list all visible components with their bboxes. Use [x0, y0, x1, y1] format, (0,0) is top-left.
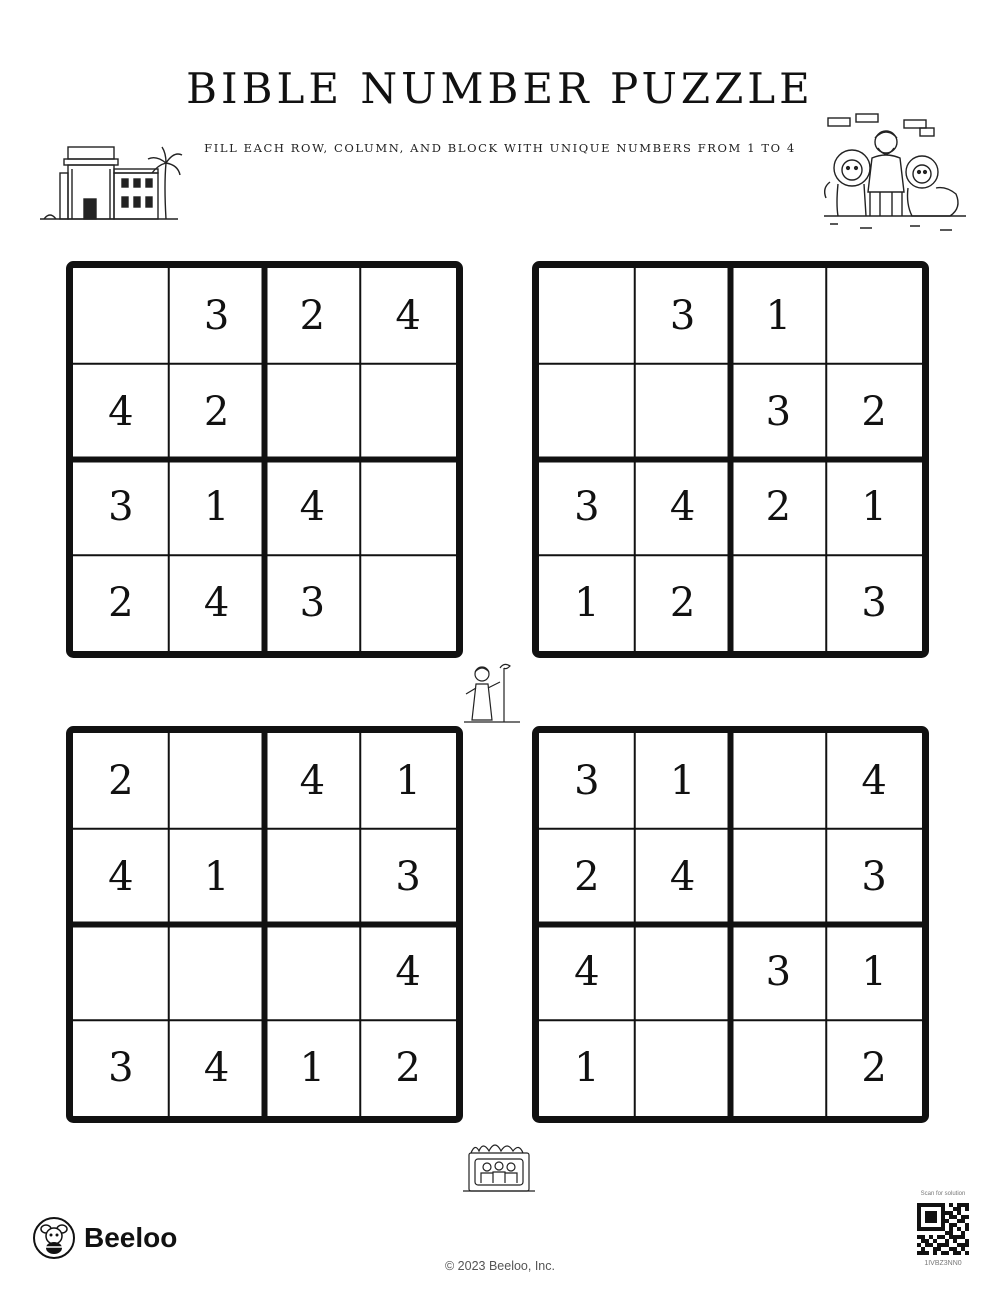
puzzle-cell[interactable]: 3	[765, 949, 792, 996]
puzzle-cell[interactable]: 1	[765, 292, 792, 339]
puzzle-cell[interactable]: 1	[861, 949, 887, 996]
brand-name: Beeloo	[84, 1222, 178, 1253]
puzzle-cell[interactable]: 1	[669, 757, 696, 804]
qr-code-label: 1IVBZ3NN0	[924, 1260, 962, 1267]
puzzle-cell[interactable]: 4	[574, 949, 600, 996]
puzzle-cell[interactable]	[360, 364, 456, 460]
puzzle-cell[interactable]: 3	[108, 484, 134, 531]
fiery-furnace-icon	[461, 1139, 539, 1195]
puzzle-cell[interactable]: 2	[861, 388, 887, 435]
puzzle-cell[interactable]: 2	[108, 580, 134, 627]
puzzle-cell[interactable]: 2	[395, 1045, 421, 1092]
puzzle-cell[interactable]: 3	[574, 484, 600, 531]
puzzle-cell[interactable]: 4	[108, 388, 134, 435]
puzzle-grid-2	[532, 261, 929, 658]
puzzle-cell[interactable]: 4	[861, 757, 887, 804]
puzzle-cell[interactable]: 4	[395, 292, 421, 339]
puzzle-cell[interactable]: 3	[108, 1045, 134, 1092]
puzzle-cell[interactable]	[73, 924, 169, 1020]
puzzle-cell[interactable]	[264, 364, 360, 460]
puzzle-cell[interactable]: 4	[108, 853, 134, 900]
puzzle-cell[interactable]: 4	[299, 484, 326, 531]
puzzle-cell[interactable]: 3	[669, 292, 696, 339]
puzzle-cell[interactable]	[539, 268, 635, 364]
puzzle-cell[interactable]: 1	[203, 853, 230, 900]
puzzle-cell[interactable]	[360, 555, 456, 651]
puzzle-cell[interactable]	[169, 733, 265, 829]
page-title: BIBLE NUMBER PUZZLE	[186, 64, 814, 113]
puzzle-cell[interactable]: 2	[861, 1045, 887, 1092]
puzzle-cell[interactable]	[730, 733, 826, 829]
puzzle-cell[interactable]	[169, 924, 265, 1020]
puzzle-cell[interactable]: 4	[299, 757, 326, 804]
copyright: © 2023 Beeloo, Inc.	[445, 1259, 555, 1273]
puzzle-cell[interactable]	[539, 364, 635, 460]
puzzle-cell[interactable]: 3	[574, 757, 600, 804]
puzzle-cell[interactable]	[360, 459, 456, 555]
moses-staff-icon	[460, 660, 530, 726]
puzzle-cell[interactable]: 2	[669, 580, 696, 627]
puzzle-cell[interactable]: 2	[299, 292, 326, 339]
puzzle-cell[interactable]: 2	[108, 757, 134, 804]
puzzle-cell[interactable]	[826, 268, 922, 364]
puzzle-cell[interactable]: 1	[299, 1045, 326, 1092]
puzzle-cell[interactable]: 1	[203, 484, 230, 531]
daniel-lions-icon	[820, 112, 970, 237]
puzzle-cell[interactable]	[264, 924, 360, 1020]
puzzle-grid-1	[66, 261, 463, 658]
puzzle-cell[interactable]: 1	[395, 757, 421, 804]
beeloo-logo	[32, 1213, 177, 1263]
puzzle-cell[interactable]: 3	[765, 388, 792, 435]
qr-code[interactable]	[917, 1203, 969, 1259]
puzzle-cell[interactable]: 4	[203, 1045, 230, 1092]
puzzle-cell[interactable]: 4	[669, 484, 696, 531]
puzzle-cell[interactable]: 2	[765, 484, 792, 531]
puzzle-grid-4	[532, 726, 929, 1123]
puzzle-cell[interactable]: 4	[669, 853, 696, 900]
puzzle-cell[interactable]	[730, 829, 826, 925]
bee-icon	[32, 1216, 76, 1260]
puzzle-cell[interactable]	[635, 364, 731, 460]
qr-caption: Scan for solution	[920, 1191, 966, 1197]
puzzle-cell[interactable]: 1	[574, 1045, 600, 1092]
puzzle-cell[interactable]: 3	[203, 292, 230, 339]
puzzle-cell[interactable]: 1	[574, 580, 600, 627]
puzzle-cell[interactable]	[635, 1020, 731, 1116]
puzzle-cell[interactable]	[264, 829, 360, 925]
puzzle-cell[interactable]: 3	[299, 580, 326, 627]
puzzle-cell[interactable]	[730, 555, 826, 651]
puzzle-cell[interactable]: 2	[574, 853, 600, 900]
puzzle-grid-3	[66, 726, 463, 1123]
puzzle-cell[interactable]: 2	[203, 388, 230, 435]
puzzle-cell[interactable]	[730, 1020, 826, 1116]
puzzle-cell[interactable]: 4	[203, 580, 230, 627]
puzzle-cell[interactable]: 4	[395, 949, 421, 996]
puzzle-cell[interactable]: 3	[861, 853, 887, 900]
temple-building-icon	[38, 125, 183, 225]
puzzle-cell[interactable]: 3	[395, 853, 421, 900]
puzzle-cell[interactable]	[73, 268, 169, 364]
puzzle-cell[interactable]	[635, 924, 731, 1020]
puzzle-cell[interactable]: 3	[861, 580, 887, 627]
instructions: FILL EACH ROW, COLUMN, AND BLOCK WITH UNIQUE NUMBERS FROM 1 TO 4	[204, 141, 796, 155]
puzzle-cell[interactable]: 1	[861, 484, 887, 531]
